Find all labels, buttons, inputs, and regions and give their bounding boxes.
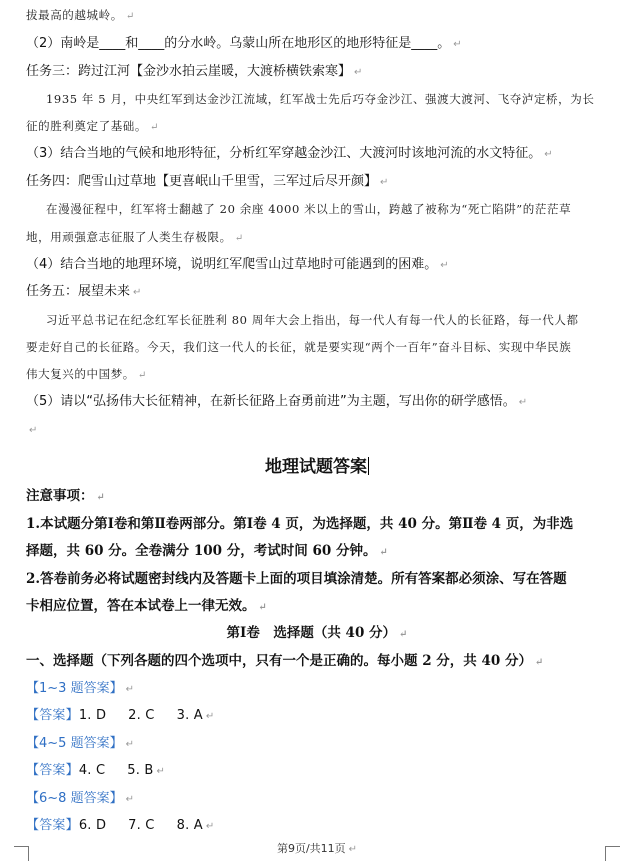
notice-item-2-line-1: 2.答卷前务必将试题密封线内及答题卡上面的项目填涂清楚。所有答案都必须涂、写在答题: [26, 571, 567, 587]
paragraph-mark-icon: ↵: [133, 287, 142, 298]
paragraph-mark-icon: ↵: [399, 629, 408, 640]
paragraph-mark-icon: ↵: [380, 177, 389, 188]
task-4-text-line-2: 地，用顽强意志征服了人类生存极限。 ↵: [26, 230, 244, 244]
paragraph-mark-icon: ↵: [544, 149, 553, 160]
paragraph-mark-icon: ↵: [137, 370, 147, 381]
paragraph-mark-icon: ↵: [518, 397, 528, 408]
paragraph-mark-icon: ↵: [29, 425, 38, 436]
section-one-heading: 一、选择题（下列各题的四个选项中，只有一个是正确的。每小题 2 分，共 40 分） ↵: [26, 653, 544, 669]
answer-group-2-label: 【4~5 题答案】 ↵: [26, 736, 134, 751]
answer-group-1-label: 【1~3 题答案】 ↵: [26, 681, 134, 696]
notice-item-1-line-1: 1.本试题分第Ⅰ卷和第Ⅱ卷两部分。第Ⅰ卷 4 页，为选择题，共 40 分。第Ⅱ卷 4 页，为非选: [26, 516, 574, 532]
task-3-text-line-1: 1935 年 5 月，中央红军到达金沙江流域，红军战士先后巧夺金沙江、强渡大渡河、飞夺泸定桥，为长: [46, 92, 595, 106]
answer-row-2: 【答案】4. C 5. B ↵: [26, 763, 166, 778]
task-5-heading: 任务五：展望未来 ↵: [26, 284, 142, 299]
paragraph-mark-icon: ↵: [534, 657, 544, 668]
answer-group-3-label: 【6~8 题答案】 ↵: [26, 791, 134, 806]
text-cursor: [368, 457, 369, 475]
paragraph-mark-icon: ↵: [125, 794, 134, 805]
task-5-text-line-2: 要走好自己的长征路。今天，我们这一代人的长征，就是要实现“两个一百年”奋斗目标、实现中华民族: [26, 340, 572, 354]
paragraph-mark-icon: ↵: [354, 67, 363, 78]
task-3-text-line-2: 征的胜利奠定了基础。 ↵: [26, 119, 159, 133]
task-4-heading: 任务四：爬雪山过草地【更喜岷山千里雪，三军过后尽开颜】 ↵: [26, 174, 389, 189]
answer-row-3: 【答案】6. D 7. C 8. A ↵: [26, 818, 215, 833]
paragraph-mark-icon: ↵: [150, 122, 159, 133]
task-5-text-line-3: 伟大复兴的中国梦。 ↵: [26, 367, 147, 381]
answer-row-1: 【答案】1. D 2. C 3. A ↵: [26, 708, 215, 723]
paragraph-mark-icon: ↵: [125, 739, 134, 750]
page-footer: 第9页/共11页 ↵: [276, 842, 358, 855]
task-3-heading: 任务三：跨过江河【金沙水拍云崖暖，大渡桥横铁索寒】 ↵: [26, 64, 363, 79]
paragraph-mark-icon: ↵: [205, 711, 215, 722]
paragraph-mark-icon: ↵: [348, 844, 358, 855]
paragraph-mark-icon: ↵: [234, 233, 244, 244]
question-2: （2）南岭是____和____的分水岭。乌蒙山所在地形区的地形特征是____。 ↵: [26, 36, 462, 51]
paragraph-mark-icon: ↵: [96, 492, 105, 503]
notice-item-2-line-2: 卡相应位置，答在本试卷上一律无效。 ↵: [26, 598, 267, 614]
paragraph-mark-icon: ↵: [453, 39, 462, 50]
question-5: （5）请以“弘扬伟大长征精神，在新长征路上奋勇前进”为主题，写出你的研学感悟。 ↵: [26, 394, 528, 409]
notice-heading: 注意事项： ↵: [26, 488, 105, 504]
task-5-text-line-1: 习近平总书记在纪念红军长征胜利 80 周年大会上指出，每一代人有每一代人的长征路，每一代人都: [46, 313, 579, 327]
paragraph-mark-icon: ↵: [205, 821, 215, 832]
paragraph-mark-icon: ↵: [379, 547, 388, 558]
paragraph-mark-icon: ↵: [156, 766, 166, 777]
text-line-1: 拔最高的越城岭。 ↵: [26, 8, 135, 22]
paragraph-mark-icon: ↵: [125, 11, 135, 22]
paragraph-mark-icon: ↵: [125, 684, 134, 695]
section-title: 第Ⅰ卷 选择题（共 40 分） ↵: [226, 625, 408, 641]
paragraph-mark-icon: ↵: [258, 602, 267, 613]
paragraph-mark-icon: ↵: [440, 260, 449, 271]
question-3: （3）结合当地的气候和地形特征，分析红军穿越金沙江、大渡河时该地河流的水文特征。 ↵: [26, 146, 553, 161]
answer-title[interactable]: 地理试题答案: [265, 457, 367, 477]
notice-item-1-line-2: 择题，共 60 分。全卷满分 100 分，考试时间 60 分钟。 ↵: [26, 543, 388, 559]
question-4: （4）结合当地的地理环境，说明红军爬雪山过草地时可能遇到的困难。 ↵: [26, 257, 449, 272]
empty-paragraph: [26, 421, 622, 440]
task-4-text-line-1: 在漫漫征程中，红军将士翻越了 20 余座 4000 米以上的雪山，跨越了被称为“死亡陷阱”的茫茫草: [46, 202, 572, 216]
